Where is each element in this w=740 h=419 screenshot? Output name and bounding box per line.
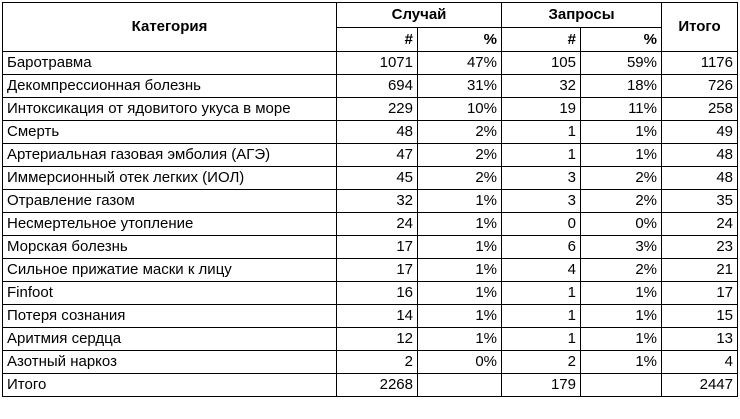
cases-percent: 2% [418, 121, 502, 144]
row-label: Декомпрессионная болезнь [3, 75, 337, 98]
totals-cases-count: 2268 [337, 374, 418, 397]
table-row [3, 351, 738, 374]
header-requests-percent: % [581, 28, 662, 52]
table-row [3, 98, 738, 121]
table-row [3, 213, 738, 236]
requests-count: 2 [502, 351, 581, 374]
cases-count: 16 [337, 282, 418, 305]
requests-percent: 59% [581, 52, 662, 75]
requests-percent: 3% [581, 236, 662, 259]
cases-count: 32 [337, 190, 418, 213]
row-total: 726 [662, 75, 738, 98]
requests-percent: 1% [581, 282, 662, 305]
row-total: 21 [662, 259, 738, 282]
table-body [3, 52, 738, 397]
row-total: 1176 [662, 52, 738, 75]
row-total: 258 [662, 98, 738, 121]
header-requests-count: # [502, 28, 581, 52]
cases-percent: 1% [418, 236, 502, 259]
row-label: Несмертельное утопление [3, 213, 337, 236]
row-total: 4 [662, 351, 738, 374]
cases-percent: 31% [418, 75, 502, 98]
row-total: 49 [662, 121, 738, 144]
row-total: 15 [662, 305, 738, 328]
requests-percent: 2% [581, 190, 662, 213]
table-row [3, 259, 738, 282]
table-row [3, 52, 738, 75]
cases-percent: 2% [418, 144, 502, 167]
row-label: Отравление газом [3, 190, 337, 213]
table-row [3, 167, 738, 190]
row-total: 48 [662, 144, 738, 167]
requests-count: 4 [502, 259, 581, 282]
cases-count: 17 [337, 236, 418, 259]
cases-count: 694 [337, 75, 418, 98]
totals-requests-count: 179 [502, 374, 581, 397]
requests-count: 32 [502, 75, 581, 98]
table-row [3, 190, 738, 213]
requests-count: 6 [502, 236, 581, 259]
cases-percent: 47% [418, 52, 502, 75]
requests-count: 1 [502, 305, 581, 328]
cases-count: 2 [337, 351, 418, 374]
requests-count: 19 [502, 98, 581, 121]
table-row [3, 328, 738, 351]
requests-percent: 18% [581, 75, 662, 98]
cases-count: 229 [337, 98, 418, 121]
cases-count: 45 [337, 167, 418, 190]
cases-percent: 1% [418, 213, 502, 236]
cases-percent: 1% [418, 190, 502, 213]
row-label: Иммерсионный отек легких (ИОЛ) [3, 167, 337, 190]
totals-cases-percent [418, 374, 502, 397]
cases-percent: 1% [418, 305, 502, 328]
header-row [3, 3, 738, 28]
requests-percent: 2% [581, 259, 662, 282]
diving-incidents-table [2, 2, 738, 397]
table-row [3, 236, 738, 259]
table-row [3, 75, 738, 98]
requests-percent: 0% [581, 213, 662, 236]
row-label: Finfoot [3, 282, 337, 305]
row-total: 13 [662, 328, 738, 351]
requests-percent: 1% [581, 121, 662, 144]
requests-count: 0 [502, 213, 581, 236]
requests-count: 3 [502, 190, 581, 213]
totals-row [3, 374, 738, 397]
totals-label: Итого [3, 374, 337, 397]
table-row [3, 144, 738, 167]
header-cases-count: # [337, 28, 418, 52]
row-label: Азотный наркоз [3, 351, 337, 374]
row-label: Сильное прижатие маски к лицу [3, 259, 337, 282]
header-requests: Запросы [502, 3, 662, 28]
requests-percent: 1% [581, 305, 662, 328]
cases-percent: 2% [418, 167, 502, 190]
requests-percent: 1% [581, 351, 662, 374]
cases-percent: 0% [418, 351, 502, 374]
cases-percent: 10% [418, 98, 502, 121]
requests-percent: 1% [581, 328, 662, 351]
requests-count: 1 [502, 144, 581, 167]
row-label: Морская болезнь [3, 236, 337, 259]
cases-count: 12 [337, 328, 418, 351]
row-label: Смерть [3, 121, 337, 144]
requests-percent: 11% [581, 98, 662, 121]
table-row [3, 282, 738, 305]
cases-count: 14 [337, 305, 418, 328]
row-total: 24 [662, 213, 738, 236]
header-total: Итого [662, 3, 738, 52]
cases-count: 48 [337, 121, 418, 144]
cases-count: 24 [337, 213, 418, 236]
row-label: Аритмия сердца [3, 328, 337, 351]
row-label: Артериальная газовая эмболия (АГЭ) [3, 144, 337, 167]
header-category: Категория [3, 3, 337, 52]
header-cases-percent: % [418, 28, 502, 52]
row-total: 23 [662, 236, 738, 259]
cases-count: 47 [337, 144, 418, 167]
cases-percent: 1% [418, 328, 502, 351]
requests-count: 1 [502, 121, 581, 144]
cases-percent: 1% [418, 282, 502, 305]
requests-percent: 1% [581, 144, 662, 167]
cases-percent: 1% [418, 259, 502, 282]
table-row [3, 305, 738, 328]
cases-count: 17 [337, 259, 418, 282]
requests-count: 105 [502, 52, 581, 75]
requests-count: 1 [502, 328, 581, 351]
row-label: Потеря сознания [3, 305, 337, 328]
row-total: 17 [662, 282, 738, 305]
row-total: 48 [662, 167, 738, 190]
requests-percent: 2% [581, 167, 662, 190]
requests-count: 3 [502, 167, 581, 190]
requests-count: 1 [502, 282, 581, 305]
cases-count: 1071 [337, 52, 418, 75]
totals-grand-total: 2447 [662, 374, 738, 397]
table-row [3, 121, 738, 144]
row-total: 35 [662, 190, 738, 213]
row-label: Интоксикация от ядовитого укуса в море [3, 98, 337, 121]
header-cases: Случай [337, 3, 502, 28]
totals-requests-percent [581, 374, 662, 397]
row-label: Баротравма [3, 52, 337, 75]
